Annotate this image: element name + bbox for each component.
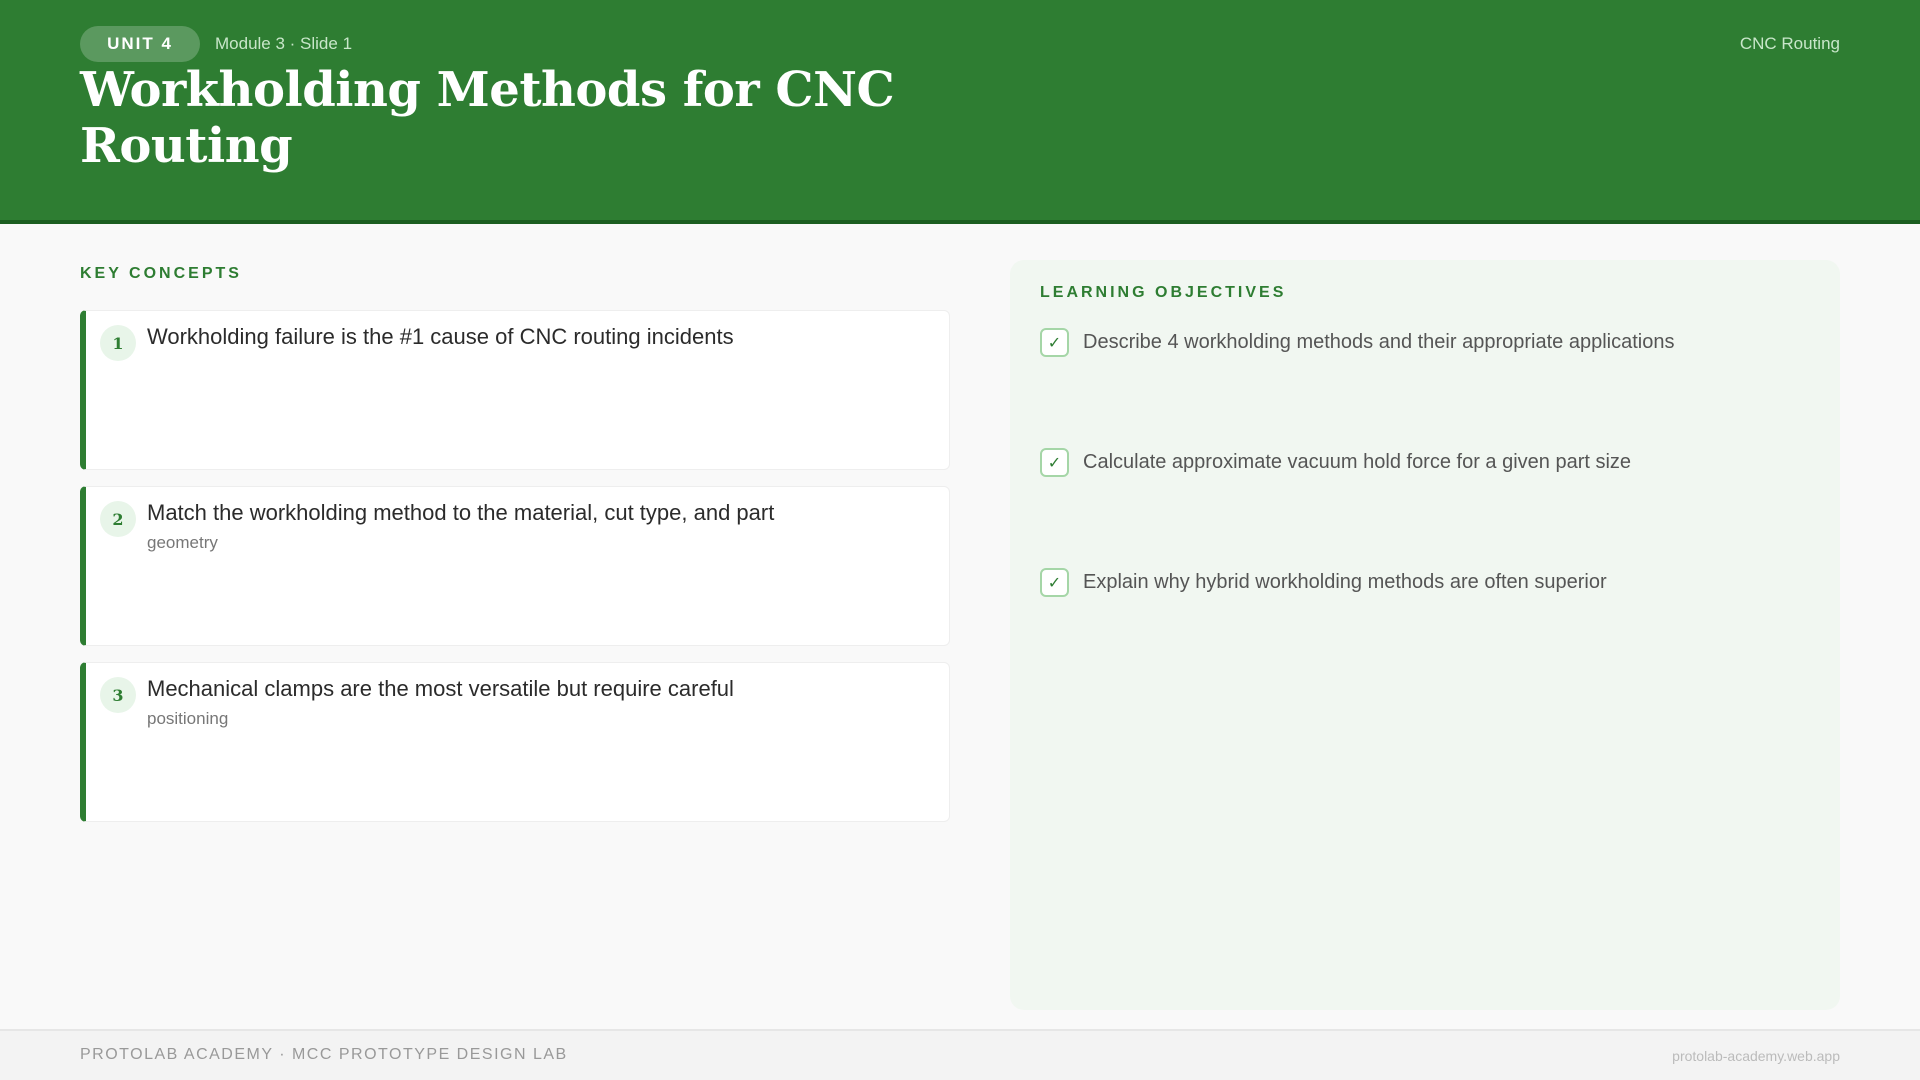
concept-title: Match the workholding method to the material, cut type, and part <box>147 500 775 525</box>
unit-badge: UNIT 4 <box>80 26 200 62</box>
check-icon: ✓ <box>1040 448 1069 477</box>
topic-label: CNC Routing <box>1739 34 1840 53</box>
number-badge: 3 <box>100 677 136 713</box>
objective-item <box>1040 568 1607 597</box>
learning-objectives-heading: LEARNING OBJECTIVES <box>1040 284 1287 301</box>
footer-url: protolab-academy.web.app <box>1672 1048 1840 1064</box>
objective-text: Describe 4 workholding methods and their appropriate applications <box>1083 331 1675 353</box>
concept-subtitle: geometry <box>147 533 218 552</box>
check-icon: ✓ <box>1040 328 1069 357</box>
concept-title: Workholding failure is the #1 cause of CNC routing incidents <box>147 324 734 349</box>
concept-title: Mechanical clamps are the most versatile but require careful <box>147 676 734 701</box>
number-badge: 2 <box>100 501 136 537</box>
key-concept-card <box>80 486 950 646</box>
slide-title: Workholding Methods for CNC Routing <box>80 62 895 174</box>
slide-header <box>0 0 1920 224</box>
slide-footer <box>0 1029 1920 1080</box>
module-slide-label: Module 3 · Slide 1 <box>215 34 353 53</box>
learning-objectives-panel <box>1010 260 1840 1010</box>
check-icon: ✓ <box>1040 568 1069 597</box>
footer-organization: PROTOLAB ACADEMY · MCC PROTOTYPE DESIGN LAB <box>80 1046 568 1063</box>
objective-item <box>1040 448 1631 477</box>
concept-subtitle: positioning <box>147 709 229 728</box>
key-concept-card <box>80 310 950 470</box>
number-badge: 1 <box>100 325 136 361</box>
key-concepts-heading: KEY CONCEPTS <box>80 265 242 282</box>
key-concept-card <box>80 662 950 822</box>
objective-item <box>1040 328 1674 357</box>
objective-text: Explain why hybrid workholding methods are often superior <box>1083 571 1607 593</box>
objective-text: Calculate approximate vacuum hold force for a given part size <box>1083 451 1632 473</box>
